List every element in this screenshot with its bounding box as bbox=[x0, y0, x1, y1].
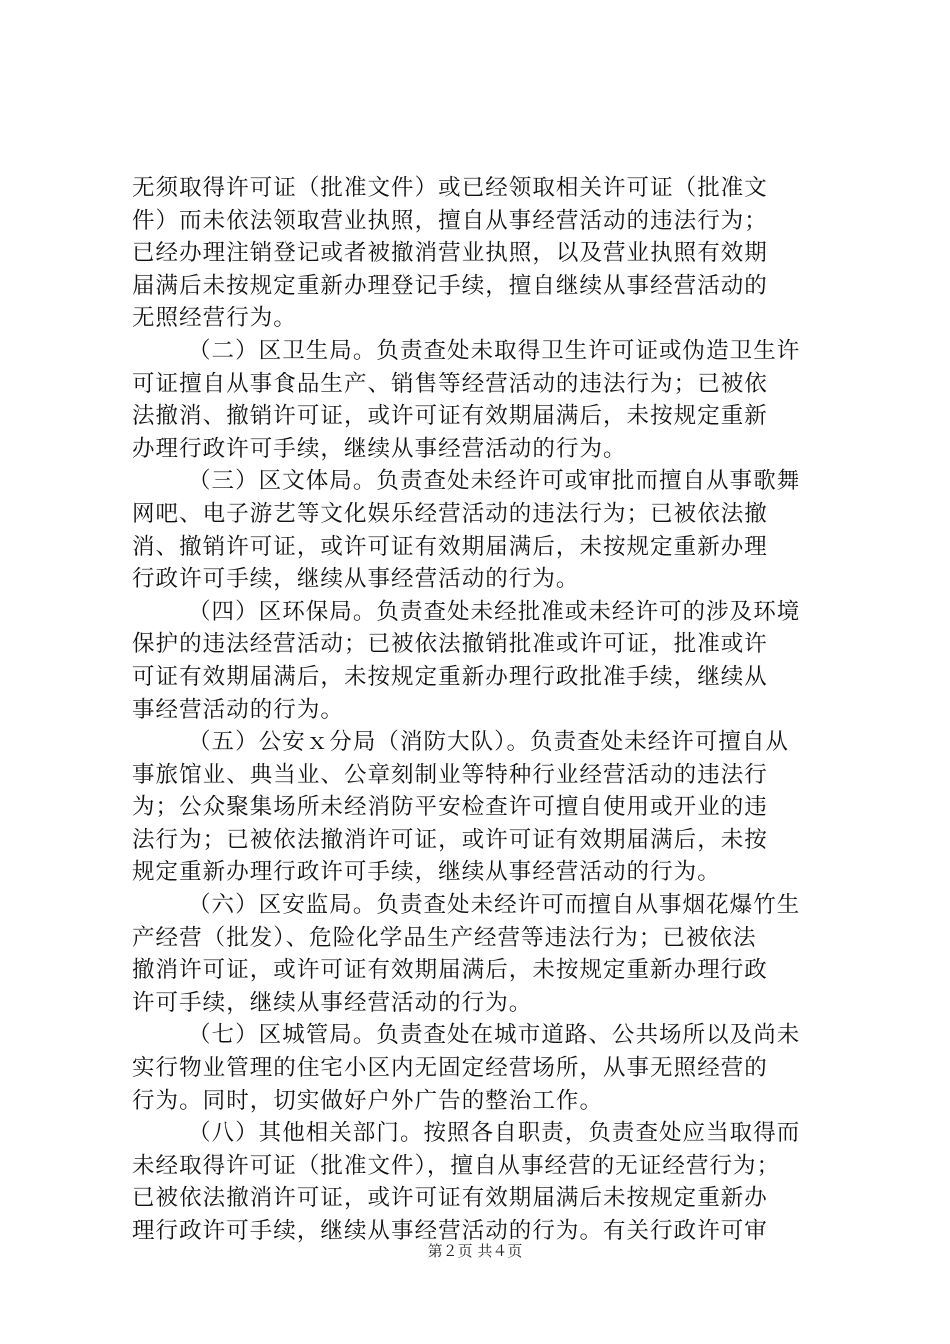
text-line: 件）而未依法领取营业执照，擅自从事经营活动的违法行为； bbox=[132, 207, 768, 234]
text-line: 事经营活动的行为。 bbox=[132, 696, 344, 723]
paragraph-start-line: （二）区卫生局。负责查处未取得卫生许可证或伪造卫生许 bbox=[188, 337, 801, 364]
paragraph-start-line: （八）其他相关部门。按照各自职责，负责查处应当取得而 bbox=[188, 1120, 801, 1147]
text-line: 消、撤销许可证，或许可证有效期届满后，未按规定重新办理 bbox=[132, 533, 768, 560]
text-line: 产经营（批发）、危险化学品生产经营等违法行为；已被依法 bbox=[132, 924, 757, 951]
text-line: 实行物业管理的住宅小区内无固定经营场所，从事无照经营的 bbox=[132, 1055, 768, 1082]
text-line: 无须取得许可证（批准文件）或已经领取相关许可证（批准文 bbox=[132, 175, 768, 201]
text-line: 理行政许可手续，继续从事经营活动的行为。有关行政许可审 bbox=[132, 1218, 768, 1244]
paragraph-start-line: （四）区环保局。负责查处未经批准或未经许可的涉及环境 bbox=[188, 598, 801, 625]
paragraph-start-line: （六）区安监局。负责查处未经许可而擅自从事烟花爆竹生 bbox=[188, 892, 801, 919]
text-line: 行为。同时，切实做好户外广告的整治工作。 bbox=[132, 1087, 604, 1114]
text-line: 许可手续，继续从事经营活动的行为。 bbox=[132, 989, 533, 1016]
text-line: 法行为；已被依法撤消许可证，或许可证有效期届满后，未按 bbox=[132, 826, 768, 853]
paragraph-start-line: （五）公安ｘ分局（消防大队）。负责查处未经许可擅自从 bbox=[188, 729, 790, 756]
document-body bbox=[132, 172, 832, 1248]
text-line: 已经办理注销登记或者被撤消营业执照，以及营业执照有效期 bbox=[132, 240, 768, 267]
paragraph-start-line: （三）区文体局。负责查处未经许可或审批而擅自从事歌舞 bbox=[188, 468, 801, 495]
text-line: 行政许可手续，继续从事经营活动的行为。 bbox=[132, 566, 580, 593]
text-line: 无照经营行为。 bbox=[132, 305, 297, 332]
text-line: 保护的违法经营活动；已被依法撤销批准或许可证，批准或许 bbox=[132, 631, 768, 658]
text-line: 撤消许可证，或许可证有效期届满后，未按规定重新办理行政 bbox=[132, 957, 768, 984]
text-line: 事旅馆业、典当业、公章刻制业等特种行业经营活动的违法行 bbox=[132, 761, 768, 788]
text-line: 规定重新办理行政许可手续，继续从事经营活动的行为。 bbox=[132, 859, 721, 886]
text-line: 网吧、电子游艺等文化娱乐经营活动的违法行为；已被依法撤 bbox=[132, 500, 768, 527]
text-line: 可证擅自从事食品生产、销售等经营活动的违法行为；已被依 bbox=[132, 370, 768, 397]
text-line: 届满后未按规定重新办理登记手续，擅自继续从事经营活动的 bbox=[132, 272, 768, 299]
text-line: 可证有效期届满后，未按规定重新办理行政批准手续，继续从 bbox=[132, 663, 768, 690]
paragraph-start-line: （七）区城管局。负责查处在城市道路、公共场所以及尚未 bbox=[188, 1022, 801, 1049]
text-line: 法撤消、撤销许可证，或许可证有效期届满后，未按规定重新 bbox=[132, 403, 768, 430]
text-line: 办理行政许可手续，继续从事经营活动的行为。 bbox=[132, 435, 627, 462]
page-number-footer: 第２页 共４页 bbox=[427, 1242, 523, 1260]
text-line: 已被依法撤消许可证，或许可证有效期届满后未按规定重新办 bbox=[132, 1185, 768, 1212]
text-line: 未经取得许可证（批准文件），擅自从事经营的无证经营行为； bbox=[132, 1152, 781, 1179]
text-line: 为；公众聚集场所未经消防平安检查许可擅自使用或开业的违 bbox=[132, 794, 768, 821]
